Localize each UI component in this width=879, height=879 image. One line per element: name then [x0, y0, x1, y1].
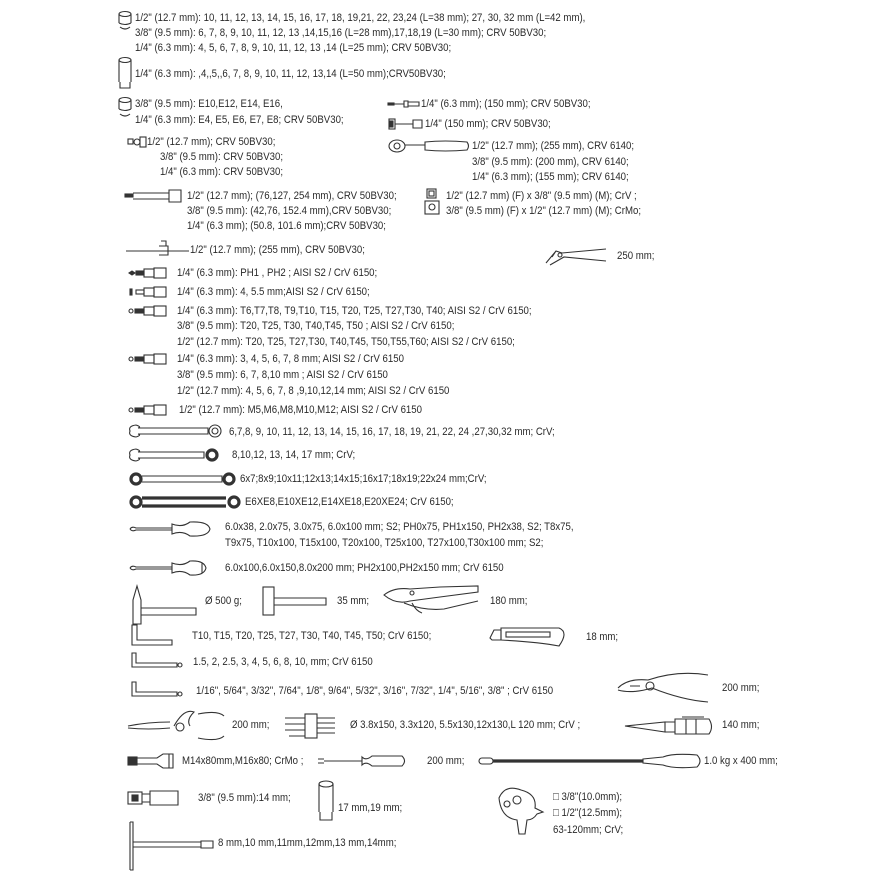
hex-bit-icon	[128, 353, 176, 365]
spline-bit-icon	[128, 404, 176, 416]
screwdriver-icon	[128, 520, 212, 538]
oil-filter-wrench-spec: □ 3/8"(10.0mm);	[553, 791, 623, 803]
ratchet-wrench-icon	[128, 446, 228, 464]
awl-icon	[624, 716, 714, 736]
ring-wrench-spec: 6x7;8x9;10x11;12x13;14x15;16x17;18x19;22x24 mm;CrV;	[240, 473, 487, 485]
universal-joint-spec: 1/4" (6.3 mm): CRV 50BV30;	[160, 166, 284, 178]
t-handle-wrench-icon	[127, 821, 217, 871]
oil-filter-wrench-spec: 63-120mm; CrV;	[553, 824, 624, 836]
t-bar-spec: 1/2" (12.7 mm); (255 mm), CRV 50BV30;	[190, 244, 365, 256]
ring-wrench-icon	[128, 470, 238, 488]
hex-bit-spec: 1/2" (12.7 mm): 4, 5, 6, 7, 8 ,9,10,12,14 mm; AISI S2 / CrV 6150	[177, 385, 450, 397]
socket-spec-line: 3/8" (9.5 mm): 6, 7, 8, 9, 10, 11, 12, 13 ,14,15,16 (L=28 mm),17,18,19 (L=30 mm); CRV 50BV30;	[135, 27, 547, 39]
torx-bit-icon	[128, 305, 176, 317]
slip-joint-pliers-spec: 200 mm;	[722, 682, 760, 694]
pick-tool-icon	[317, 752, 409, 770]
utility-knife-icon	[488, 624, 572, 648]
awl-spec: 140 mm;	[722, 719, 760, 731]
punch-set-icon	[283, 712, 339, 740]
ratchet-wrench-spec: 8,10,12, 13, 14, 17 mm; CrV;	[232, 449, 356, 461]
hammer-spec: Ø 500 g;	[205, 595, 242, 607]
socket-icon	[117, 10, 133, 34]
adaptor-spec: 3/8" (9.5 mm) (F) x 1/2" (12.7 mm) (M); CrMo;	[446, 205, 642, 217]
extension-spec: 1/2" (12.7 mm); (76,127, 254 mm), CRV 50BV30;	[187, 190, 397, 202]
socket-spec-line: 1/2" (12.7 mm): 10, 11, 12, 13, 14, 15, 16, 17, 18, 19,21, 22, 23,24 (L=38 mm); 27, 30, 32 mm (L=42 mm),	[135, 12, 586, 24]
e-ring-wrench-spec: E6XE8,E10XE12,E14XE18,E20XE24; CrV 6150;	[245, 496, 454, 508]
deep-socket-17-19-icon	[316, 780, 336, 822]
snips-icon	[126, 710, 226, 742]
e-ring-wrench-icon	[128, 493, 243, 511]
screwdriver-icon	[128, 559, 212, 577]
torx-bit-spec: 1/2" (12.7 mm): T20, T25, T27,T30, T40,T45, T50,T55,T60; AISI S2 / CrV 6150;	[177, 336, 515, 348]
socket-spec-line: 1/4" (6.3 mm): 4, 5, 6, 7, 8, 9, 10, 11, 12, 13 ,14 (L=25 mm); CRV 50BV30;	[135, 42, 452, 54]
extension-spec: 3/8" (9.5 mm): (42,76, 152.4 mm),CRV 50BV30;	[187, 205, 392, 217]
ratchet-spec: 3/8" (9.5 mm): (200 mm), CRV 6140;	[472, 156, 629, 168]
universal-joint-spec: 3/8" (9.5 mm): CRV 50BV30;	[160, 151, 284, 163]
combination-wrench-spec: 6,7,8, 9, 10, 11, 12, 13, 14, 15, 16, 17, 18, 19, 21, 22, 24 ,27,30,32 mm; CrV;	[229, 426, 555, 438]
torx-bit-spec: 1/4" (6.3 mm): T6,T7,T8, T9,T10, T15, T20, T25, T27,T30, T40; AISI S2 / CrV 6150;	[177, 305, 532, 317]
hex-key-icon	[130, 652, 185, 668]
extension-spec: 1/4" (6.3 mm); (50.8, 101.6 mm);CRV 50BV30;	[187, 220, 386, 232]
locking-pliers-icon	[382, 585, 482, 615]
oil-filter-wrench-spec: □ 1/2"(12.5mm);	[553, 807, 623, 819]
phillips-bit-spec: 1/4" (6.3 mm): PH1 , PH2 ; AISI S2 / CrV 6150;	[177, 267, 378, 279]
hex-key-icon	[130, 681, 185, 697]
stud-extractor-icon	[127, 752, 177, 770]
hex-key-mm-spec: 1.5, 2, 2.5, 3, 4, 5, 6, 8, 10, mm; CrV 6150	[193, 656, 373, 668]
deep-socket-17-19-spec: 17 mm,19 mm;	[338, 802, 403, 814]
e-socket-spec: 3/8" (9.5 mm): E10,E12, E14, E16,	[135, 98, 283, 110]
magnetic-pickup-icon	[478, 752, 704, 770]
hex-key-inch-spec: 1/16", 5/64", 3/32", 7/64", 1/8", 9/64", 5/32", 3/16", 7/32", 1/4", 5/16", 3/8" ; CrV 6150	[196, 685, 554, 697]
t-bar-icon	[125, 238, 190, 256]
t-handle-wrench-spec: 8 mm,10 mm,11mm,12mm,13 mm,14mm;	[218, 837, 397, 849]
torx-bit-spec: 3/8" (9.5 mm): T20, T25, T30, T40,T45, T50 ; AISI S2 / CrV 6150;	[177, 320, 455, 332]
ratchet-icon	[388, 138, 470, 154]
spark-plug-socket-icon	[127, 789, 183, 807]
hex-bit-spec: 1/4" (6.3 mm): 3, 4, 5, 6, 7, 8 mm; AISI S2 / CrV 6150	[177, 353, 404, 365]
phillips-bit-icon	[128, 267, 176, 279]
universal-joint-icon	[127, 136, 147, 148]
water-pump-pliers-spec: 250 mm;	[617, 250, 655, 262]
screwdriver-spec: T9x75, T10x100, T15x100, T20x100, T25x100, T27x100,T30x100 mm; S2;	[225, 537, 544, 549]
stud-extractor-spec: M14x80mm,M16x80; CrMo ;	[182, 755, 304, 767]
deep-socket-icon	[117, 56, 133, 90]
e-socket-spec: 1/4" (6.3 mm): E4, E5, E6, E7, E8; CRV 50BV30;	[135, 114, 344, 126]
spline-bit-spec: 1/2" (12.7 mm): M5,M6,M8,M10,M12; AISI S2 / CrV 6150	[179, 404, 422, 416]
punch-set-spec: Ø 3.8x150, 3.3x120, 5.5x130,12x130,L 120 mm; CrV ;	[350, 719, 581, 731]
sliding-bar-spec: 1/4" (150 mm); CRV 50BV30;	[425, 118, 551, 130]
utility-knife-spec: 18 mm;	[586, 631, 619, 643]
mallet-icon	[262, 586, 328, 616]
extension-bar-spec: 1/4" (6.3 mm); (150 mm); CRV 50BV30;	[421, 98, 591, 110]
adaptor-icon	[424, 188, 440, 216]
universal-joint-spec: 1/2" (12.7 mm); CRV 50BV30;	[147, 136, 276, 148]
flat-bit-icon	[128, 286, 176, 298]
adaptor-spec: 1/2" (12.7 mm) (F) x 3/8" (9.5 mm) (M); CrV ;	[446, 190, 637, 202]
extension-icon	[124, 189, 184, 203]
mallet-spec: 35 mm;	[337, 595, 370, 607]
hex-bit-spec: 3/8" (9.5 mm): 6, 7, 8,10 mm ; AISI S2 / CrV 6150	[177, 369, 388, 381]
pick-tool-spec: 200 mm;	[427, 755, 465, 767]
flat-bit-spec: 1/4" (6.3 mm): 4, 5.5 mm;AISI S2 / CrV 6150;	[177, 286, 370, 298]
snips-spec: 200 mm;	[232, 719, 270, 731]
hammer-icon	[130, 584, 200, 626]
water-pump-pliers-icon	[544, 245, 610, 267]
oil-filter-wrench-icon	[493, 786, 547, 836]
extension-bar-icon	[387, 99, 421, 109]
locking-pliers-spec: 180 mm;	[490, 595, 528, 607]
screwdriver-spec: 6.0x38, 2.0x75, 3.0x75, 6.0x100 mm; S2; PH0x75, PH1x150, PH2x38, S2; T8x75,	[225, 521, 574, 533]
torx-key-icon	[130, 624, 175, 646]
slip-joint-pliers-icon	[616, 672, 712, 704]
e-socket-icon	[117, 96, 133, 122]
magnetic-pickup-spec: 1.0 kg x 400 mm;	[704, 755, 778, 767]
combination-wrench-icon	[128, 422, 228, 440]
sliding-bar-icon	[388, 118, 424, 130]
ratchet-spec: 1/4" (6.3 mm); (155 mm); CRV 6140;	[472, 171, 629, 183]
deep-socket-spec: 1/4" (6.3 mm): ,4,,5,,6, 7, 8, 9, 10, 11, 12, 13,14 (L=50 mm);CRV50BV30;	[135, 68, 446, 80]
ratchet-spec: 1/2" (12.7 mm); (255 mm), CRV 6140;	[472, 140, 635, 152]
torx-key-spec: T10, T15, T20, T25, T27, T30, T40, T45, T50; CrV 6150;	[192, 630, 432, 642]
screwdriver-spec: 6.0x100,6.0x150,8.0x200 mm; PH2x100,PH2x150 mm; CrV 6150	[225, 562, 504, 574]
spark-plug-socket-spec: 3/8" (9.5 mm):14 mm;	[198, 792, 291, 804]
